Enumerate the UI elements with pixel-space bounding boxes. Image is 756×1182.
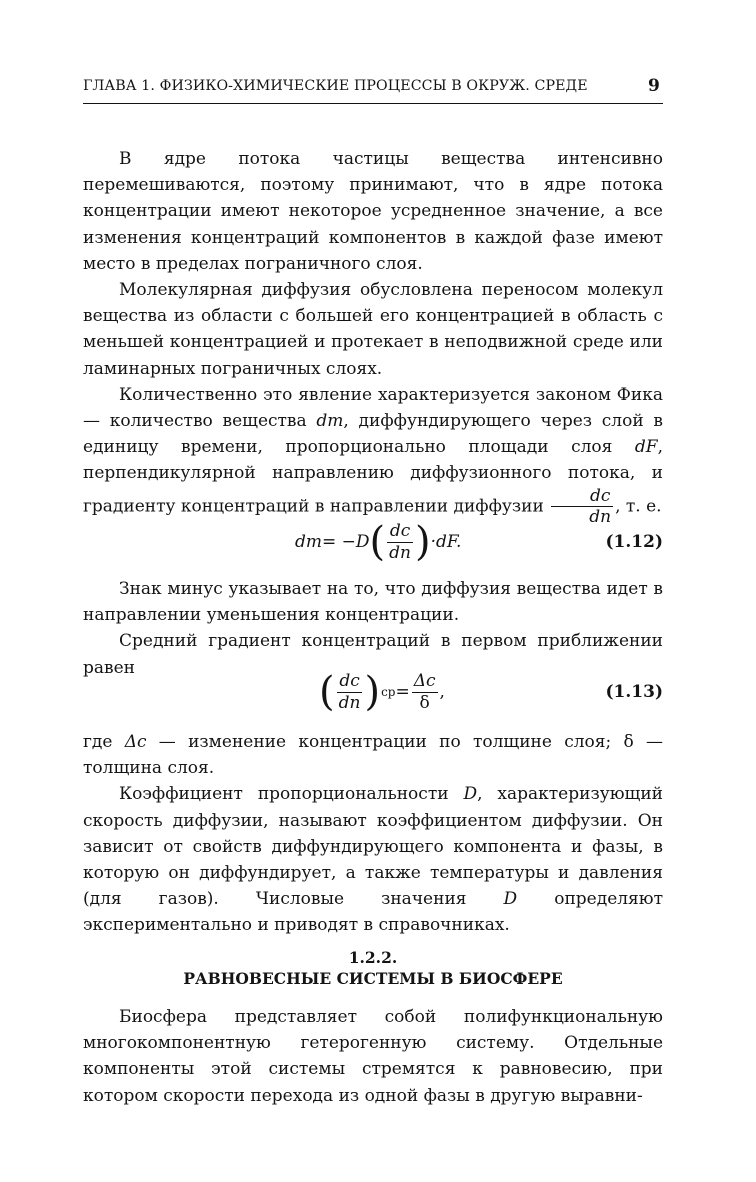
paragraph-fick-law: Количественно это явление характеризуется законом Фика — количество вещества dm, диффундирующего через слой в единицу времени, пропорционально площади слоя dF, перпендикулярной направлению диффузионного потока, и градиенту концентраций в направлении диффузии $\frac{dc}{dn}$ , т. е. [83, 384, 663, 528]
paragraph-minus-sign: Знак минус указывает на то, что диффузия вещества идет в направлении уменьшения концентрации. [83, 579, 663, 626]
body-text-bottom [83, 1004, 663, 1109]
section-number: 1.2.2. [348, 948, 398, 967]
paragraph-delta-definition: где Δc — изменение концентрации по толщине слоя; δ — толщина слоя. [83, 732, 663, 779]
formula-1-12: dm = −D ( $\frac{dc}{dn}$ ) ·dF. (1.12) [83, 514, 663, 570]
body-text-lower [83, 729, 663, 939]
inline-fraction-dc-dn: $\frac{dc}{dn}$ [551, 487, 613, 527]
paragraph-biosphere: Биосфера представляет собой полифункциональную многокомпонентную гетерогенную систему. Отдельные компоненты этой системы стремятся к равновесию, при котором скорости перехода из одной фазы в другую выравни- [83, 1007, 663, 1106]
section-title: РАВНОВЕСНЫЕ СИСТЕМЫ В БИОСФЕРЕ [183, 969, 563, 988]
formula-1-13: ( $\frac{dc}{dn}$ ) ср = $\frac{\Delta c}{\delta}$ , (1.13) [83, 664, 663, 720]
paragraph-mean-gradient: Средний градиент концентраций в первом приближении равен [83, 631, 663, 678]
paragraph-flow-core: В ядре потока частицы вещества интенсивно перемешиваются, поэтому принимают, что в ядре потока концентрации имеют некоторое усредненное значение, а все изменения концентраций компонентов в каждой фазе имеют место в пределах пограничного слоя. [83, 149, 663, 274]
running-title: ГЛАВА 1. ФИЗИКО-ХИМИЧЕСКИЕ ПРОЦЕССЫ В ОКРУЖ. СРЕДЕ [83, 78, 588, 94]
equation-number-1-12: (1.12) [605, 532, 663, 552]
paragraph-molecular-diffusion: Молекулярная диффузия обусловлена переносом молекул вещества из области с большей его концентрацией в область с меньшей концентрацией и протекает в неподвижной среде или ламинарных пограничных слоях. [83, 280, 663, 379]
body-text-top [83, 146, 663, 527]
header-rule [83, 103, 663, 104]
paragraph-diffusion-coefficient: Коэффициент пропорциональности D, характеризующий скорость диффузии, называют коэффициентом диффузии. Он зависит от свойств диффундирующего компонента и фазы, в которую он диффундирует, а также температуры и давления (для газов). Числовые значения D определяют экспериментально и приводят в справочниках. [83, 784, 663, 936]
equation-number-1-13: (1.13) [605, 682, 663, 702]
page-number: 9 [648, 76, 660, 96]
